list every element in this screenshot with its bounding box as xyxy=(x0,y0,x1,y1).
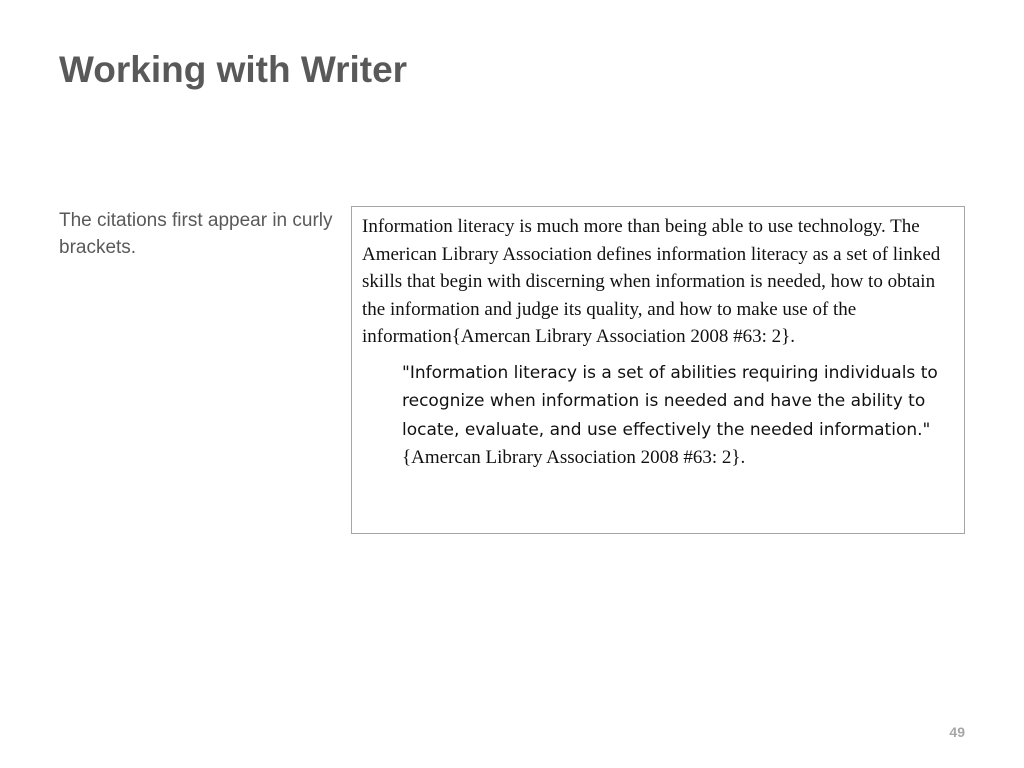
block-quote-citation: {Amercan Library Association 2008 #63: 2}. xyxy=(402,447,746,468)
block-quote xyxy=(402,359,954,472)
block-quote-text: "Information literacy is a set of abilities requiring individuals to recognize when information is needed and have the ability to locate, evaluate, and use effectively the needed information." xyxy=(402,362,938,440)
document-excerpt-box xyxy=(351,206,965,534)
side-note: The citations first appear in curly brackets. xyxy=(59,210,333,258)
slide-title: Working with Writer xyxy=(59,49,408,90)
page-number: 49 xyxy=(949,724,965,740)
document-paragraph: Information literacy is much more than being able to use technology. The American Library Association defines information literacy as a set of linked skills that begin with discerning when information is needed, how to obtain the information and judge its quality, and how to make use of the information{Amercan Library Association 2008 #63: 2}. xyxy=(362,216,941,347)
